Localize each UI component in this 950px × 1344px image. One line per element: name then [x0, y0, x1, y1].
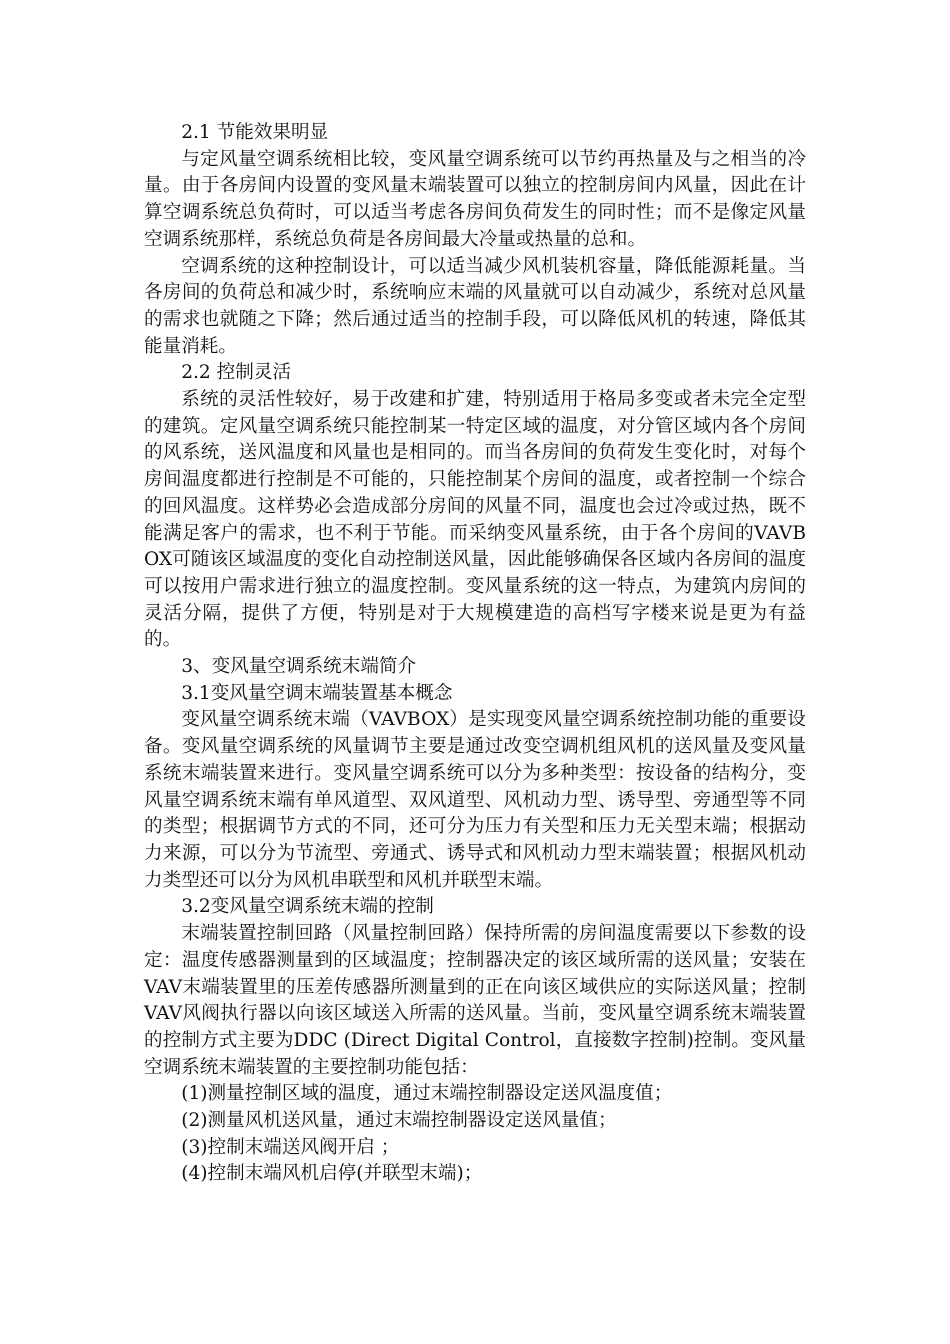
- list-item: (3)控制末端送风阀开启 ；: [181, 1136, 400, 1158]
- body-paragraph: 系统的灵活性较好，易于改建和扩建，特别适用于格局多变或者未完全定型的建筑。定风量空调系统只能控制某一特定区域的温度，对分管区域内各个房间的风系统，送风温度和风量也是相同的。而当各房间的负荷发生变化时，对每个房间温度都进行控制是不可能的，只能控制某个房间的温度，或者控制一个综合的回风温度。这样势必会造成部分房间的风量不同，温度也会过冷或过热，既不能满足客户的需求，也不利于节能。而采纳变风量系统，由于各个房间的VAVBOX可随该区域温度的变化自动控制送风量，因此能够确保各区域内各房间的温度可以按用户需求进行独立的温度控制。变风量系统的这一特点，为建筑内房间的灵活分隔，提供了方便，特别是对于大规模建造的高档写字楼来说是更为有益的。: [144, 389, 806, 651]
- section-heading-2-1: 2.1 节能效果明显: [181, 122, 329, 143]
- section-heading-3-2: 3.2变风量空调系统末端的控制: [181, 896, 434, 918]
- section-heading-3: 3、变风量空调系统末端简介: [181, 656, 417, 678]
- body-paragraph: 变风量空调系统末端（VAVBOX）是实现变风量空调系统控制功能的重要设备。变风量空调系统的风量调节主要是通过改变空调机组风机的送风量及变风量系统末端装置来进行。变风量空调系统可以分为多种类型：按设备的结构分，变风量空调系统末端有单风道型、双风道型、风机动力型、诱导型、旁通型等不同的类型；根据调节方式的不同，还可分为压力有关型和压力无关型末端；根据动力来源，可以分为节流型、旁通式、诱导式和风机动力型末端装置；根据风机动力类型还可以分为风机串联型和风机并联型末端。: [144, 709, 806, 891]
- list-item: (1)测量控制区域的温度，通过末端控制器设定送风温度值；: [181, 1083, 673, 1105]
- list-item: (4)控制末端风机启停(并联型末端)；: [181, 1163, 483, 1185]
- body-paragraph: 末端装置控制回路（风量控制回路）保持所需的房间温度需要以下参数的设定：温度传感器测量到的区域温度；控制器决定的该区域所需的送风量；安装在 VAV末端装置里的压差传感器所测量到的正在向该区域供应的实际送风量；控制VAV风阀执行器以向该区域送入所需的送风量。当前，变风量空调系统末端装置的控制方式主要为DDC (Direct Digital Control，直接数字控制)控制。变风量空调系统末端装置的主要控制功能包括：: [144, 923, 806, 1078]
- body-paragraph: 与定风量空调系统相比较，变风量空调系统可以节约再热量及与之相当的冷量。由于各房间内设置的变风量末端装置可以独立的控制房间内风量，因此在计算空调系统总负荷时，可以适当考虑各房间负荷发生的同时性；而不是像定风量空调系统那样，系统总负荷是各房间最大冷量或热量的总和。: [144, 148, 806, 250]
- section-heading-2-2: 2.2 控制灵活: [181, 362, 292, 384]
- section-heading-3-1: 3.1变风量空调末端装置基本概念: [181, 682, 453, 704]
- list-item: (2)测量风机送风量，通过末端控制器设定送风量值；: [181, 1110, 617, 1132]
- document-page: [144, 120, 806, 1188]
- body-paragraph: 空调系统的这种控制设计，可以适当减少风机装机容量，降低能源耗量。当各房间的负荷总和减少时，系统响应末端的风量就可以自动减少，系统对总风量的需求也就随之下降；然后通过适当的控制手段，可以降低风机的转速，降低其能量消耗。: [144, 255, 806, 357]
